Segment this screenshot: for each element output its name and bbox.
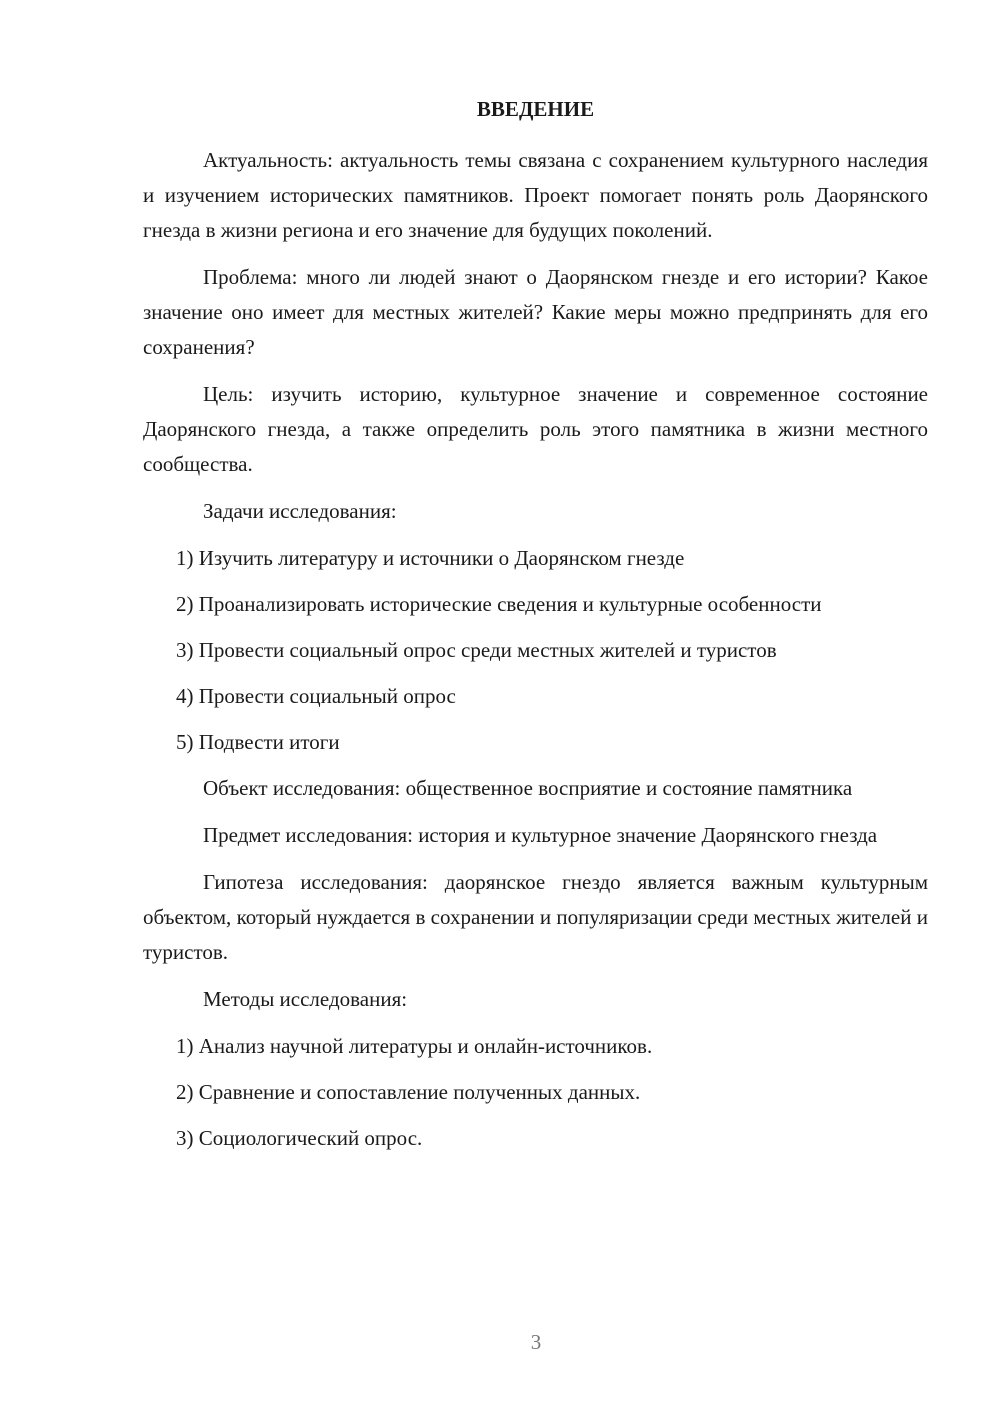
method-item-2: 2) Сравнение и сопоставление полученных данных. [176,1080,641,1104]
relevance-paragraph: Актуальность: актуальность темы связана с сохранением культурного наследия и изучением исторических памятников. Проект помогает понять роль Даорянского гнезда в жизни региона и его значение для будущих поколений. [143,148,928,242]
hypothesis-paragraph: Гипотеза исследования: даорянское гнездо является важным культурным объектом, который нуждается в сохранении и популяризации среди местных жителей и туристов. [143,870,928,964]
task-item-1: 1) Изучить литературу и источники о Даорянском гнезде [176,546,685,570]
task-item-5: 5) Подвести итоги [176,730,340,754]
method-item-1: 1) Анализ научной литературы и онлайн-источников. [176,1034,653,1058]
object-paragraph: Объект исследования: общественное восприятие и состояние памятника [203,776,853,800]
subject-paragraph: Предмет исследования: история и культурное значение Даорянского гнезда [203,823,878,847]
task-item-2: 2) Проанализировать исторические сведения и культурные особенности [176,592,822,616]
page-content [143,92,928,1167]
task-item-4: 4) Провести социальный опрос [176,684,456,708]
page-number: 3 [530,1330,542,1354]
section-heading: ВВЕДЕНИЕ [476,97,595,121]
goal-paragraph: Цель: изучить историю, культурное значение и современное состояние Даорянского гнезда, а также определить роль этого памятника в жизни местного сообщества. [143,382,928,476]
method-item-3: 3) Социологический опрос. [176,1126,423,1150]
methods-label: Методы исследования: [203,987,408,1011]
task-item-3: 3) Провести социальный опрос среди местных жителей и туристов [176,638,777,662]
problem-paragraph: Проблема: много ли людей знают о Даорянском гнезде и его истории? Какое значение оно имеет для местных жителей? Какие меры можно предпринять для его сохранения? [143,265,928,359]
tasks-label: Задачи исследования: [203,499,397,523]
